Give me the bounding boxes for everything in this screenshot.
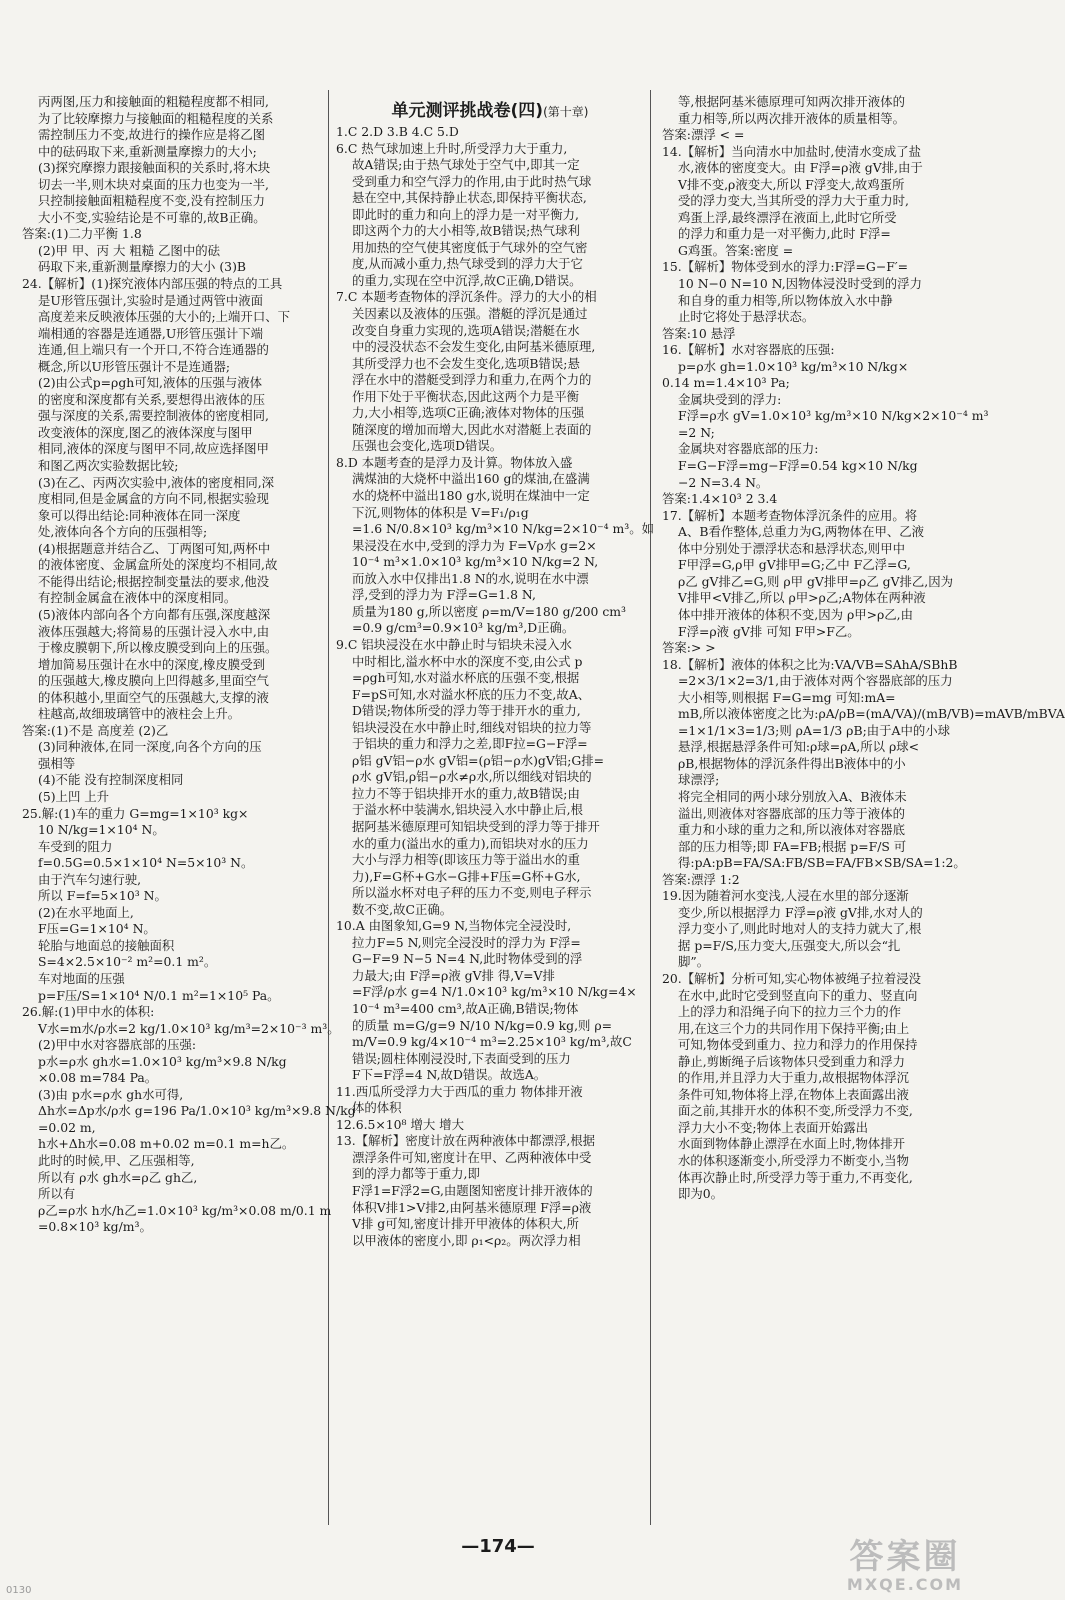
text-line: mB,所以液体密度之比为:ρA/ρB=(mA/VA)/(mB/VB)=mAVB/mBVA	[678, 706, 1065, 722]
text-line: 由于汽车匀速行驶,	[38, 871, 142, 887]
text-line: 10 N−0 N=10 N,因物体浸没时受到的浮力	[678, 276, 922, 292]
text-line: 得:pA:pB=FA/SA:FB/SB=FA/FB×SB/SA=1:2。	[678, 855, 966, 871]
text-line: 水的烧杯中溢出180 g水,说明在煤油中一定	[352, 488, 590, 504]
text-line: 概念,所以U形管压强计不是连通器;	[38, 358, 231, 374]
text-line: 答案:1.4×10³ 2 3.4	[662, 491, 778, 507]
text-line: 体的体积	[352, 1100, 402, 1116]
text-line: 压强也会变化,选项D错误。	[352, 438, 503, 454]
text-line: 10 N/kg=1×10⁴ N。	[38, 822, 165, 838]
text-line: h水+Δh水=0.08 m+0.02 m=0.1 m=h乙。	[38, 1136, 295, 1152]
text-line: 26.解:(1)甲中水的体积:	[22, 1004, 155, 1020]
text-line: 止时它将处于悬浮状态。	[678, 309, 815, 325]
text-line: m/V=0.9 kg/4×10⁻⁴ m³=2.25×10³ kg/m³,故C	[352, 1034, 632, 1050]
text-line: 漂浮条件可知,密度计在甲、乙两种液体中受	[352, 1149, 592, 1165]
text-line: 浮,受到的浮力为 F浮=G=1.8 N,	[352, 587, 536, 603]
text-line: 端相通的容器是连通器,U形管压强计下端	[38, 325, 264, 341]
text-line: 其所受浮力也不会发生变化,选项B错误;悬	[352, 355, 580, 371]
text-line: 17.【解析】本题考查物体浮沉条件的应用。将	[662, 507, 918, 523]
text-line: 8.D 本题考查的是浮力及计算。物体放入盛	[336, 454, 573, 470]
text-line: 悬浮,根据悬浮条件可知:ρ球=ρA,所以 ρ球<	[678, 739, 920, 755]
text-line: 于铝块的重力和浮力之差,即F拉=G−F浮=	[352, 736, 588, 752]
text-line: V排甲<V排乙,所以 ρ甲>ρ乙;A物体在两种液	[678, 590, 926, 606]
text-line: F浮1=F浮2=G,由题图知密度计排开液体的	[352, 1183, 593, 1198]
text-line: 7.C 本题考查物体的浮沉条件。浮力的大小的相	[336, 289, 597, 305]
text-line: 溢出,则液体对容器底部的压力等于液体的	[678, 805, 905, 821]
text-line: 车受到的阻力	[38, 838, 113, 854]
text-line: 度相同,但是金属盒的方向不同,根据实验现	[38, 491, 269, 507]
text-line: 处,液体向各个方向的压强相等;	[38, 524, 208, 540]
text-line: 到的浮力都等于重力,即	[352, 1166, 480, 1182]
text-line: 10⁻⁴ m³×1.0×10³ kg/m³×10 N/kg=2 N,	[352, 554, 599, 570]
text-line: (2)甲中水对容器底部的压强:	[38, 1037, 197, 1053]
text-line: 20.【解析】分析可知,实心物体被绳子拉着浸没	[662, 970, 922, 986]
text-line: 球漂浮;	[678, 772, 720, 788]
text-line: A、B看作整体,总重力为G,两物体在甲、乙液	[678, 524, 925, 540]
text-line: 是U形管压强计,实验时是通过两管中液面	[38, 292, 264, 308]
text-line: G−F=9 N−5 N=4 N,此时物体受到的浮	[352, 951, 583, 967]
column-divider-right	[650, 90, 651, 1525]
text-line: 即为0。	[678, 1186, 724, 1202]
text-line: 改变自身重力实现的,选项A错误;潜艇在水	[352, 322, 580, 338]
text-line: 用,在这三个力的共同作用下保持平衡;由上	[678, 1020, 910, 1036]
text-line: 可知,物体受到重力、拉力和浮力的作用保持	[678, 1037, 918, 1053]
text-line: 于橡皮膜朝下,所以橡皮膜受到向上的压强。	[38, 640, 278, 656]
text-line: 和自身的重力相等,所以物体放入水中静	[678, 292, 893, 308]
text-line: 以甲液体的密度小,即 ρ₁<ρ₂。两次浮力相	[352, 1232, 581, 1248]
text-line: 满煤油的大烧杯中溢出160 g的煤油,在盛满	[352, 471, 590, 487]
text-line: 水的体积逐渐变小,所受浮力不断变小,当物	[678, 1153, 909, 1168]
text-line: G鸡蛋。答案:密度 =	[678, 242, 794, 258]
text-line: p=ρ水 gh=1.0×10³ kg/m³×10 N/kg×	[678, 358, 909, 374]
text-line: 所以溢水杯对电子秤的压力不变,则电子秤示	[352, 885, 592, 901]
text-line: 连通,但上端只有一个开口,不符合连通器的	[38, 342, 269, 358]
text-line: 不能得出结论;根据控制变量法的要求,他没	[38, 573, 270, 589]
text-line: 的浮力和重力是一对平衡力,此时 F浮=	[678, 226, 891, 242]
corner-number: 0130	[6, 1585, 32, 1596]
text-line: 液体压强越大;将简易的压强计浸入水中,由	[38, 623, 270, 639]
text-line: F=G−F浮=mg−F浮=0.54 kg×10 N/kg	[678, 458, 918, 474]
text-line: 静止,剪断绳子后该物体只受到重力和浮力	[678, 1053, 905, 1069]
text-line: 只控制接触面粗糙程度不变,没有控制压力	[38, 193, 265, 209]
text-line: (2)甲 甲、丙 大 粗糙 乙图中的砝	[38, 242, 220, 258]
text-line: 答案:漂浮 < =	[662, 127, 745, 143]
text-line: 15.【解析】物体受到水的浮力:F浮=G−F′=	[662, 259, 909, 275]
text-line: 作用下处于平衡状态,因此这两个力是平衡	[352, 388, 579, 404]
text-line: 所以有	[38, 1186, 76, 1202]
text-line: 和图乙两次实验数据比较;	[38, 458, 179, 474]
text-line: (5)上凹 上升	[38, 788, 110, 804]
text-line: 中时相比,溢水杯中水的深度不变,由公式 p	[352, 653, 583, 669]
text-line: 据 p=F/S,压力变大,压强变大,所以会“扎	[678, 937, 901, 953]
text-line: −2 N=3.4 N。	[678, 474, 769, 490]
text-line: (4)不能 没有控制深度相同	[38, 772, 184, 788]
text-line: p=F压/S=1×10⁴ N/0.1 m²=1×10⁵ Pa。	[38, 987, 280, 1003]
text-line: 水面到物体静止漂浮在水面上时,物体排开	[678, 1136, 905, 1152]
text-line: 丙两图,压力和接触面的粗糙程度都不相同,	[38, 94, 269, 109]
text-line: 中的砝码取下来,重新测量摩擦力的大小;	[38, 143, 257, 159]
text-line: 中的浸没状态不会发生变化,由阿基米德原理,	[352, 339, 596, 355]
text-line: F甲浮=G,ρ甲 gV排甲=G;乙中 F乙浮=G,	[678, 557, 911, 573]
text-line: 力),F=G杯+G水−G排+F压=G杯+G水,	[352, 868, 581, 884]
text-line: 的压强越大,橡皮膜向上凹得越多,里面空气	[38, 673, 269, 689]
text-line: 即此时的重力和向上的浮力是一对平衡力,	[352, 206, 579, 222]
text-line: (2)由公式p=ρgh可知,液体的压强与液体	[38, 375, 263, 391]
answer-column-left	[22, 94, 356, 1236]
text-line: 变少,所以根据浮力 F浮=ρ液 gV排,水对人的	[678, 904, 923, 920]
text-line: 鸡蛋上浮,最终漂浮在液面上,此时它所受	[678, 209, 897, 225]
text-line: f=0.5G=0.5×1×10⁴ N=5×10³ N。	[38, 855, 254, 871]
text-line: 受的浮力变大,当其所受的浮力大于重力时,	[678, 193, 909, 209]
text-line: 下沉,则物体的体积是 V=F₁/ρ₁g	[352, 504, 529, 520]
text-line: Δh水=Δp水/ρ水 g=196 Pa/1.0×10³ kg/m³×9.8 N/kg	[38, 1103, 356, 1119]
text-line: 体积V排1>V排2,由阿基米德原理 F浮=ρ液	[352, 1199, 592, 1215]
text-line: 9.C 铝块浸没在水中静止时与铝块未浸入水	[336, 636, 572, 652]
text-line: =2 N;	[678, 424, 715, 440]
text-line: 金属块对容器底部的压力:	[678, 441, 819, 457]
text-line: 水,液体的密度变大。由 F浮=ρ液 gV排,由于	[678, 160, 923, 176]
text-line: 质量为180 g,所以密度 ρ=m/V=180 g/200 cm³	[352, 603, 626, 619]
text-line: 答案:漂浮 1:2	[662, 871, 740, 887]
text-line: 条件可知,物体将上浮,在物体上表面露出液	[678, 1086, 909, 1102]
text-line: 力最大;由 F浮=ρ液 gV排 得,V=V排	[352, 967, 555, 983]
text-line: ρ水 gV铝,ρ铝−ρ水≠ρ水,所以细线对铝块的	[352, 769, 592, 785]
text-line: 部的压力相等;即 FA=FB;根据 p=F/S 可	[678, 838, 907, 854]
text-line: 18.【解析】液体的体积之比为:VA/VB=SAhA/SBhB	[662, 656, 958, 672]
text-line: (3)探究摩擦力跟接触面积的关系时,将木块	[38, 160, 271, 176]
text-line: 答案:(1)二力平衡 1.8	[22, 226, 142, 242]
text-line: 相同,液体的深度与图甲不同,故应选择图甲	[38, 441, 269, 457]
text-line: =0.8×10³ kg/m³。	[38, 1219, 152, 1235]
text-line: 所以有 ρ水 gh水=ρ乙 gh乙,	[38, 1169, 198, 1185]
text-line: ρ乙 gV排乙=G,则 ρ甲 gV排甲=ρ乙 gV排乙,因为	[678, 573, 954, 589]
text-line: (3)在乙、丙两次实验中,液体的密度相同,深	[38, 474, 275, 490]
text-line: 度,从而减小重力,热气球受到的浮力大于它	[352, 256, 583, 272]
text-line: 果浸没在水中,受到的浮力为 F=Vρ水 g=2×	[352, 537, 597, 553]
text-line: =1.6 N/0.8×10³ kg/m³×10 N/kg=2×10⁻⁴ m³。如	[352, 521, 655, 537]
text-line: (4)根据题意并结合乙、丁两图可知,两杯中	[38, 540, 271, 556]
text-line: 0.14 m=1.4×10³ Pa;	[662, 375, 790, 391]
text-line: 19.因为随着河水变浅,人浸在水里的部分逐渐	[662, 888, 909, 904]
text-line: F=pS可知,水对溢水杯底的压力不变,故A、	[352, 686, 591, 702]
text-line: D错误;物体所受的浮力等于排开水的重力,	[352, 703, 581, 719]
text-line: 故A错误;由于热气球处于空气中,即其一定	[352, 157, 580, 173]
text-line: F下=F浮=4 N,故D错误。故选A。	[352, 1067, 547, 1083]
text-line: 答案:10 悬浮	[662, 325, 736, 341]
text-line: S=4×2.5×10⁻² m²=0.1 m²。	[38, 954, 217, 970]
text-line: 象可以得出结论:同种液体在同一深度	[38, 507, 241, 523]
text-line: 上的浮力和沿绳子向下的拉力三个力的作	[678, 1004, 902, 1020]
text-line: F压=G=1×10⁴ N。	[38, 921, 156, 937]
text-line: =0.02 m,	[38, 1119, 96, 1135]
text-line: 有控制金属盒在液体中的深度相同。	[38, 590, 237, 606]
watermark-url: MXQE.COM	[846, 1575, 964, 1594]
text-line: V水=m水/ρ水=2 kg/1.0×10³ kg/m³=2×10⁻³ m³。	[38, 1020, 340, 1036]
answer-column-right	[662, 94, 1065, 1203]
text-line: 金属块受到的浮力:	[678, 391, 782, 407]
text-line: 的作用,并且浮力大于重力,故根据物体浮沉	[678, 1070, 909, 1086]
text-line: =F浮/ρ水 g=4 N/1.0×10³ kg/m³×10 N/kg=4×	[352, 984, 637, 1000]
text-line: 悬在空中,其保持静止状态,即保持平衡状态,	[352, 190, 587, 206]
text-line: 需控制压力不变,故进行的操作应是将乙图	[38, 127, 265, 143]
text-line: 14.【解析】当向清水中加盐时,使清水变成了盐	[662, 143, 922, 159]
text-line: 而放入水中仅排出1.8 N的水,说明在水中漂	[352, 570, 589, 586]
text-line: 用加热的空气使其密度低于气球外的空气密	[352, 239, 588, 255]
text-line: 随深度的增加而增大,因此水对潜艇上表面的	[352, 421, 592, 437]
text-line: 浮在水中的潜艇受到浮力和重力,在两个力的	[352, 372, 592, 388]
text-line: F浮=ρ水 gV=1.0×10³ kg/m³×10 N/kg×2×10⁻⁴ m³	[678, 408, 989, 424]
text-line: 大小相等,则根据 F=G=mg 可知:mA=	[678, 689, 896, 705]
text-line: 10.A 由图象知,G=9 N,当物体完全浸没时,	[336, 918, 572, 934]
text-line: 力,大小相等,选项C正确;液体对物体的压强	[352, 405, 585, 421]
text-line: 重力相等,所以两次排开液体的质量相等。	[678, 110, 905, 126]
text-line: 1.C 2.D 3.B 4.C 5.D	[336, 124, 459, 139]
text-line: 大小不变,实验结论是不可靠的,故B正确。	[38, 209, 266, 225]
text-line: 浮力变小了,则此时地对人的支持力就大了,根	[678, 921, 922, 937]
text-line: 25.解:(1)车的重力 G=mg=1×10³ kg×	[22, 805, 249, 821]
text-line: 的密度和深度都有关系,要想得出液体的压	[38, 391, 265, 407]
text-line: 大小与浮力相等(即该压力等于溢出水的重	[352, 852, 580, 868]
section-title-text: 单元测评挑战卷(四)	[391, 101, 544, 121]
text-line: 的液体密度、金属盒所处的深度均不相同,故	[38, 557, 278, 573]
text-line: 高度差来反映液体压强的大小的;上端开口、下	[38, 309, 290, 325]
page-number: —174—	[461, 1536, 535, 1557]
text-line: 强相等	[38, 755, 76, 771]
text-line: 16.【解析】水对容器底的压强:	[662, 342, 835, 358]
text-line: 答案:(1)不是 高度差 (2)乙	[22, 722, 169, 738]
text-line: =0.9 g/cm³=0.9×10³ kg/m³,D正确。	[352, 620, 575, 636]
text-line: ×0.08 m=784 Pa。	[38, 1070, 158, 1086]
text-line: 6.C 热气球加速上升时,所受浮力大于重力,	[336, 140, 568, 156]
column-divider-left	[328, 90, 329, 1525]
text-line: (5)液体内部向各个方向都有压强,深度越深	[38, 606, 271, 622]
text-line: (2)在水平地面上,	[38, 904, 134, 920]
answer-column-middle	[336, 124, 655, 1249]
text-line: 于溢水杯中装满水,铝块浸入水中静止后,根	[352, 802, 583, 818]
text-line: 在水中,此时它受到竖直向下的重力、竖直向	[678, 987, 918, 1003]
text-line: 12.6.5×10⁸ 增大 增大	[336, 1116, 464, 1132]
text-line: 等,根据阿基米德原理可知两次排开液体的	[678, 94, 905, 109]
text-line: 拉力不等于铝块排开水的重力,故B错误;由	[352, 785, 580, 801]
text-line: 错误;圆柱体刚浸没时,下表面受到的压力	[352, 1050, 571, 1066]
text-line: (3)由 p水=ρ水 gh水可得,	[38, 1086, 184, 1102]
text-line: 的质量 m=G/g=9 N/10 N/kg=0.9 kg,则 ρ=	[352, 1017, 613, 1033]
text-line: 铝块浸没在水中静止时,细线对铝块的拉力等	[352, 719, 592, 735]
text-line: 为了比较摩擦力与接触面的粗糙程度的关系	[38, 110, 274, 126]
text-line: 码取下来,重新测量摩擦力的大小 (3)B	[38, 259, 247, 275]
section-title	[360, 96, 620, 121]
text-line: 轮胎与地面总的接触面积	[38, 937, 175, 953]
text-line: 此时的时候,甲、乙压强相等,	[38, 1153, 195, 1168]
text-line: =1×1/1×3=1/3;则 ρA=1/3 ρB;由于A中的小球	[678, 722, 951, 738]
text-line: (3)同种液体,在同一深度,向各个方向的压	[38, 739, 262, 755]
text-line: 水的重力(溢出水的重力),而铝块对水的压力	[352, 835, 589, 851]
text-line: 关因素以及液体的压强。潜艇的浮沉是通过	[352, 306, 588, 322]
text-line: 即这两个力的大小相等,故B错误;热气球利	[352, 223, 580, 239]
text-line: V排不变,ρ液变大,所以 F浮变大,故鸡蛋所	[678, 176, 905, 192]
text-line: 所以 F=f=5×10³ N。	[38, 888, 167, 904]
text-line: 的重力,实现在空中沉浮,故C正确,D错误。	[352, 272, 582, 288]
text-line: 数不变,故C正确。	[352, 901, 453, 917]
text-line: 拉力F=5 N,则完全浸没时的浮力为 F浮=	[352, 934, 581, 950]
text-line: 重力和小球的重力之和,所以液体对容器底	[678, 822, 905, 838]
text-line: V排 g可知,密度计排开甲液体的体积大,所	[352, 1216, 579, 1232]
text-line: ρ乙=ρ水 h水/h乙=1.0×10³ kg/m³×0.08 m/0.1 m	[38, 1202, 332, 1218]
text-line: 24.【解析】(1)探究液体内部压强的特点的工具	[22, 276, 283, 292]
text-line: 据阿基米德原理可知铝块受到的浮力等于排开	[352, 818, 600, 834]
text-line: 面之前,其排开水的体积不变,所受浮力不变,	[678, 1103, 913, 1119]
text-line: 切去一半,则木块对桌面的压力也变为一半,	[38, 176, 269, 192]
watermark-logo	[825, 1538, 985, 1596]
text-line: 体中分别处于漂浮状态和悬浮状态,则甲中	[678, 540, 905, 556]
text-line: 增加简易压强计在水中的深度,橡皮膜受到	[38, 656, 265, 672]
text-line: ρB,根据物体的浮沉条件得出B液体中的小	[678, 755, 906, 771]
text-line: =2×3/1×2=3/1,由于液体对两个容器底部的压力	[678, 673, 953, 689]
text-line: 的体积越小,里面空气的压强越大,支撑的液	[38, 689, 269, 705]
text-line: 答案:> >	[662, 640, 716, 656]
text-line: 改变液体的深度,图乙的液体深度与图甲	[38, 424, 253, 440]
text-line: 体中排开液体的体积不变,因为 ρ甲>ρ乙,由	[678, 606, 914, 622]
text-line: 浮力大小不变;物体上表面开始露出	[678, 1119, 869, 1135]
text-line: 受到重力和空气浮力的作用,由于此时热气球	[352, 173, 592, 189]
text-line: 体再次静止时,所受浮力等于重力,不再变化,	[678, 1169, 913, 1185]
text-line: 柱越高,故细玻璃管中的液柱会上升。	[38, 706, 241, 722]
text-line: =ρgh可知,水对溢水杯底的压强不变,根据	[352, 670, 580, 686]
text-line: p水=ρ水 gh水=1.0×10³ kg/m³×9.8 N/kg	[38, 1053, 287, 1069]
text-line: 13.【解析】密度计放在两种液体中都漂浮,根据	[336, 1133, 596, 1149]
watermark-text: 答案圈	[849, 1537, 961, 1577]
text-line: 强与深度的关系,需要控制液体的密度相同,	[38, 408, 269, 424]
section-subtitle: (第十章)	[543, 105, 589, 119]
text-line: ρ铝 gV铝−ρ水 gV铝=(ρ铝−ρ水)gV铝;G排=	[352, 752, 605, 768]
text-line: F浮=ρ液 gV排 可知 F甲>F乙。	[678, 623, 860, 639]
text-line: 脚”。	[678, 954, 710, 970]
text-line: 11.西瓜所受浮力大于西瓜的重力 物体排开液	[336, 1083, 583, 1099]
text-line: 10⁻⁴ m³=400 cm³,故A正确,B错误;物体	[352, 1000, 579, 1016]
text-line: 车对地面的压强	[38, 970, 125, 986]
text-line: 将完全相同的两小球分别放入A、B液体未	[678, 788, 907, 804]
